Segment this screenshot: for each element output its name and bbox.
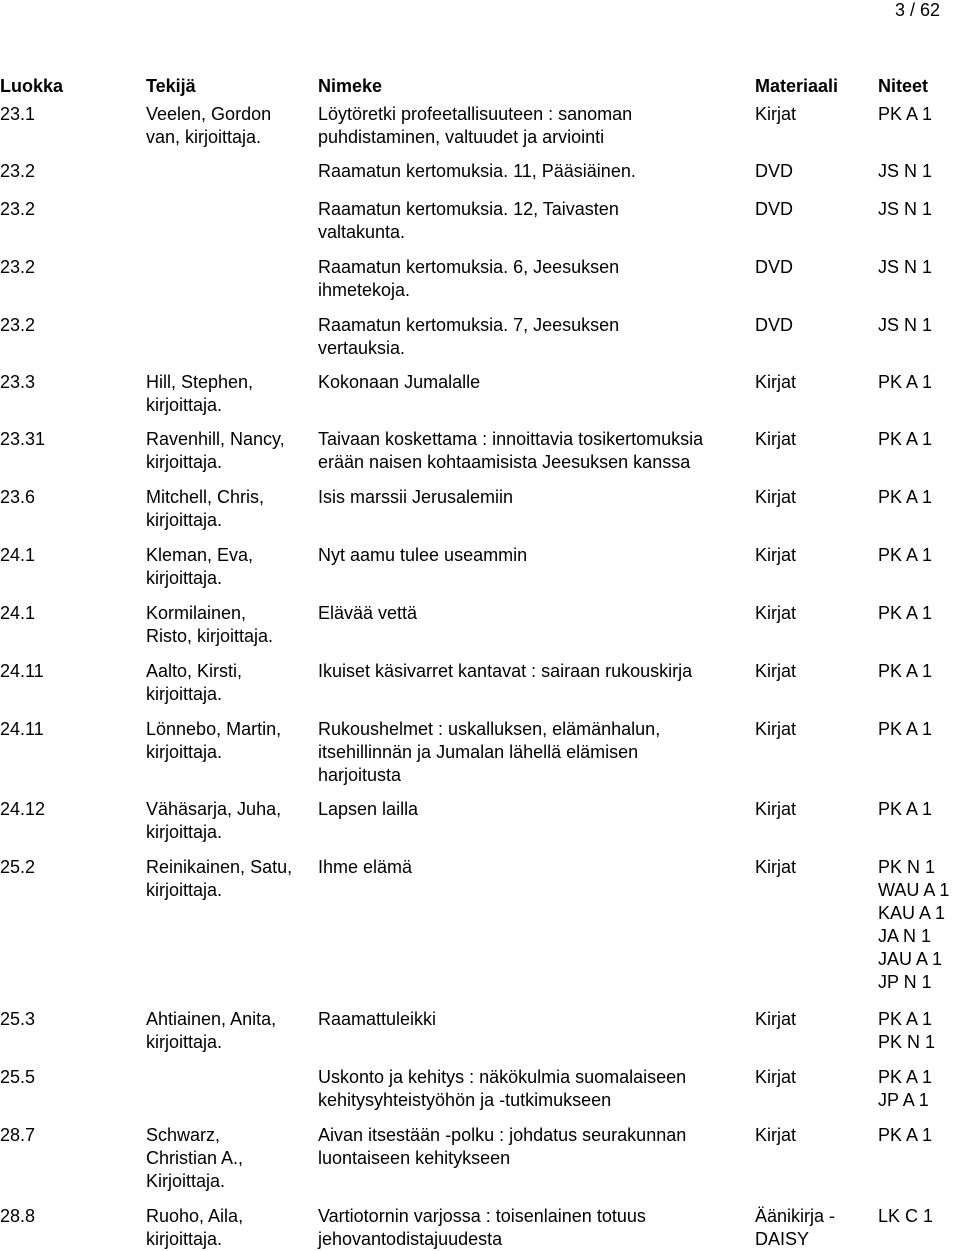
cell-nimeke	[318, 314, 619, 360]
cell-niteet-line: JA N 1	[878, 926, 932, 946]
cell-nimeke	[318, 1205, 646, 1251]
header-materiaali: Materiaali	[755, 76, 839, 96]
cell-nimeke	[318, 103, 632, 149]
cell-materiaali-line: DVD	[755, 315, 794, 335]
cell-materiaali	[755, 371, 796, 394]
cell-tekija-line: Lönnebo, Martin,	[146, 719, 282, 739]
cell-nimeke	[318, 256, 619, 302]
cell-luokka: 28.8	[0, 1206, 36, 1226]
page-number: 3 / 62	[894, 0, 940, 20]
cell-tekija-line: Ravenhill, Nancy,	[146, 429, 285, 449]
cell-materiaali-line: DAISY	[755, 1229, 810, 1249]
cell-materiaali	[755, 314, 793, 337]
cell-nimeke-line: Isis marssii Jerusalemiin	[318, 487, 514, 507]
cell-tekija-line: kirjoittaja.	[146, 822, 223, 842]
cell-niteet	[878, 1008, 935, 1054]
cell-tekija	[146, 856, 292, 902]
cell-materiaali	[755, 1124, 796, 1147]
cell-luokka: 25.5	[0, 1067, 36, 1087]
cell-materiaali-line: Kirjat	[755, 1009, 797, 1029]
cell-tekija	[146, 1008, 276, 1054]
cell-niteet	[878, 314, 932, 337]
cell-tekija-line: van, kirjoittaja.	[146, 127, 262, 147]
cell-nimeke	[318, 602, 417, 625]
cell-materiaali	[755, 103, 796, 126]
cell-materiaali-line: Kirjat	[755, 603, 797, 623]
cell-nimeke-line: erään naisen kohtaamisista Jeesuksen kanssa	[318, 452, 691, 472]
cell-luokka: 23.2	[0, 257, 36, 277]
cell-materiaali	[755, 544, 796, 567]
cell-materiaali	[755, 198, 793, 221]
cell-luokka: 24.1	[0, 545, 36, 565]
cell-luokka: 23.31	[0, 429, 46, 449]
header-nimeke: Nimeke	[318, 76, 383, 96]
cell-niteet-line: JS N 1	[878, 257, 933, 277]
cell-luokka: 24.11	[0, 661, 44, 681]
cell-materiaali-line: DVD	[755, 257, 794, 277]
cell-nimeke	[318, 718, 660, 787]
cell-nimeke	[318, 198, 619, 244]
cell-luokka: 25.2	[0, 857, 36, 877]
cell-niteet	[878, 1124, 932, 1147]
cell-materiaali-line: Kirjat	[755, 487, 797, 507]
cell-tekija-line: kirjoittaja.	[146, 395, 223, 415]
cell-nimeke-line: itsehillinnän ja Jumalan lähellä elämisen	[318, 742, 639, 762]
cell-tekija-line: kirjoittaja.	[146, 684, 223, 704]
cell-nimeke	[318, 486, 513, 509]
cell-niteet-line: LK C 1	[878, 1206, 934, 1226]
cell-niteet-line: PK A 1	[878, 1067, 933, 1087]
cell-niteet	[878, 198, 932, 221]
cell-tekija-line: Kleman, Eva,	[146, 545, 254, 565]
cell-materiaali-line: Kirjat	[755, 545, 797, 565]
cell-nimeke	[318, 160, 636, 183]
cell-tekija-line: kirjoittaja.	[146, 880, 223, 900]
cell-luokka: 23.2	[0, 161, 36, 181]
cell-nimeke	[318, 1124, 686, 1170]
cell-nimeke-line: kehitysyhteistyöhön ja -tutkimukseen	[318, 1090, 612, 1110]
cell-nimeke-line: ihmetekoja.	[318, 280, 411, 300]
cell-niteet	[878, 1205, 933, 1228]
cell-tekija-line: Kirjoittaja.	[146, 1171, 226, 1191]
cell-luokka: 23.6	[0, 487, 36, 507]
cell-materiaali	[755, 1205, 835, 1251]
cell-nimeke-line: vertauksia.	[318, 338, 406, 358]
cell-tekija-line: Aalto, Kirsti,	[146, 661, 243, 681]
cell-materiaali	[755, 856, 796, 879]
cell-nimeke-line: puhdistaminen, valtuudet ja arviointi	[318, 127, 605, 147]
cell-nimeke-line: Vartiotornin varjossa : toisenlainen totuus	[318, 1206, 646, 1226]
cell-luokka: 23.1	[0, 104, 36, 124]
cell-niteet-line: JP A 1	[878, 1090, 929, 1110]
cell-niteet	[878, 544, 932, 567]
cell-nimeke-line: Nyt aamu tulee useammin	[318, 545, 528, 565]
cell-tekija	[146, 103, 271, 149]
cell-nimeke-line: Raamatun kertomuksia. 12, Taivasten	[318, 199, 619, 219]
cell-nimeke-line: luontaiseen kehitykseen	[318, 1148, 511, 1168]
cell-tekija-line: Ahtiainen, Anita,	[146, 1009, 277, 1029]
cell-luokka: 25.3	[0, 1009, 36, 1029]
cell-niteet	[878, 103, 932, 126]
cell-materiaali-line: DVD	[755, 161, 794, 181]
cell-materiaali-line: Kirjat	[755, 104, 797, 124]
cell-tekija-line: Ruoho, Aila,	[146, 1206, 244, 1226]
cell-niteet-line: JAU A 1	[878, 949, 943, 969]
cell-nimeke-line: Aivan itsestään -polku : johdatus seurakunnan	[318, 1125, 687, 1145]
header-tekija: Tekijä	[146, 76, 196, 96]
cell-niteet	[878, 602, 932, 625]
cell-niteet-line: PK N 1	[878, 1032, 936, 1052]
cell-luokka: 24.1	[0, 603, 36, 623]
cell-nimeke-line: Lapsen lailla	[318, 799, 419, 819]
cell-tekija	[146, 544, 253, 590]
cell-materiaali	[755, 602, 796, 625]
cell-niteet	[878, 660, 932, 683]
cell-niteet-line: PK A 1	[878, 661, 933, 681]
cell-luokka: 28.7	[0, 1125, 36, 1145]
cell-niteet-line: PK N 1	[878, 857, 936, 877]
cell-nimeke-line: Taivaan koskettama : innoittavia tosikertomuksia	[318, 429, 704, 449]
cell-materiaali	[755, 486, 796, 509]
cell-niteet	[878, 1066, 932, 1112]
cell-niteet-line: PK A 1	[878, 1125, 933, 1145]
cell-tekija	[146, 486, 264, 532]
cell-tekija-line: kirjoittaja.	[146, 452, 223, 472]
cell-tekija	[146, 660, 242, 706]
cell-niteet-line: JP N 1	[878, 972, 932, 992]
cell-materiaali	[755, 798, 796, 821]
cell-nimeke	[318, 1008, 436, 1031]
cell-nimeke-line: jehovantodistajuudesta	[318, 1229, 503, 1249]
header-luokka: Luokka	[0, 76, 64, 96]
cell-luokka: 23.2	[0, 315, 36, 335]
cell-tekija	[146, 798, 281, 844]
cell-materiaali-line: Äänikirja -	[755, 1206, 836, 1226]
cell-materiaali	[755, 256, 793, 279]
cell-tekija-line: kirjoittaja.	[146, 510, 223, 530]
cell-nimeke-line: Löytöretki profeetallisuuteen : sanoman	[318, 104, 633, 124]
cell-niteet-line: JS N 1	[878, 161, 933, 181]
cell-niteet	[878, 160, 932, 183]
cell-nimeke-line: Ikuiset käsivarret kantavat : sairaan rukouskirja	[318, 661, 693, 681]
cell-niteet-line: PK A 1	[878, 429, 933, 449]
cell-niteet-line: PK A 1	[878, 104, 933, 124]
cell-materiaali-line: DVD	[755, 199, 794, 219]
cell-tekija-line: Reinikainen, Satu,	[146, 857, 293, 877]
cell-materiaali	[755, 718, 796, 741]
cell-niteet-line: PK A 1	[878, 487, 933, 507]
cell-luokka: 23.3	[0, 372, 36, 392]
cell-niteet	[878, 428, 932, 451]
cell-nimeke-line: Kokonaan Jumalalle	[318, 372, 481, 392]
cell-tekija	[146, 371, 253, 417]
cell-tekija	[146, 1124, 243, 1193]
cell-tekija-line: kirjoittaja.	[146, 1229, 223, 1249]
cell-tekija-line: Schwarz,	[146, 1125, 221, 1145]
cell-tekija	[146, 718, 281, 764]
table-header	[0, 75, 960, 97]
cell-tekija	[146, 602, 273, 648]
cell-niteet	[878, 371, 932, 394]
cell-nimeke-line: Elävää vettä	[318, 603, 418, 623]
cell-materiaali-line: Kirjat	[755, 719, 797, 739]
cell-nimeke-line: Ihme elämä	[318, 857, 413, 877]
cell-materiaali-line: Kirjat	[755, 372, 797, 392]
cell-tekija	[146, 428, 285, 474]
cell-materiaali-line: Kirjat	[755, 799, 797, 819]
cell-materiaali	[755, 1066, 796, 1089]
cell-materiaali	[755, 160, 793, 183]
cell-nimeke-line: Raamatun kertomuksia. 7, Jeesuksen	[318, 315, 620, 335]
cell-tekija-line: kirjoittaja.	[146, 568, 223, 588]
cell-luokka: 24.12	[0, 799, 46, 819]
cell-niteet-line: PK A 1	[878, 603, 933, 623]
cell-materiaali-line: Kirjat	[755, 1125, 797, 1145]
cell-niteet-line: KAU A 1	[878, 903, 946, 923]
cell-materiaali	[755, 428, 796, 451]
cell-tekija-line: Risto, kirjoittaja.	[146, 626, 274, 646]
cell-niteet-line: JS N 1	[878, 199, 933, 219]
cell-niteet-line: PK A 1	[878, 799, 933, 819]
cell-nimeke	[318, 856, 412, 879]
cell-materiaali-line: Kirjat	[755, 429, 797, 449]
cell-nimeke-line: Uskonto ja kehitys : näkökulmia suomalaiseen	[318, 1067, 687, 1087]
cell-nimeke	[318, 660, 692, 683]
cell-niteet-line: PK A 1	[878, 1009, 933, 1029]
cell-materiaali	[755, 660, 796, 683]
cell-tekija-line: Hill, Stephen,	[146, 372, 254, 392]
cell-niteet	[878, 256, 932, 279]
cell-nimeke-line: Raamatun kertomuksia. 6, Jeesuksen	[318, 257, 620, 277]
cell-nimeke-line: harjoitusta	[318, 765, 402, 785]
cell-niteet	[878, 856, 949, 994]
cell-nimeke-line: Raamattuleikki	[318, 1009, 437, 1029]
cell-niteet-line: PK A 1	[878, 545, 933, 565]
cell-tekija-line: Veelen, Gordon	[146, 104, 272, 124]
cell-nimeke-line: valtakunta.	[318, 222, 406, 242]
header-niteet: Niteet	[878, 76, 929, 96]
cell-nimeke	[318, 1066, 686, 1112]
cell-tekija-line: kirjoittaja.	[146, 742, 223, 762]
cell-nimeke-line: Rukoushelmet : uskalluksen, elämänhalun,	[318, 719, 661, 739]
cell-tekija-line: Mitchell, Chris,	[146, 487, 265, 507]
cell-tekija	[146, 1205, 243, 1251]
cell-tekija-line: kirjoittaja.	[146, 1032, 223, 1052]
cell-niteet-line: PK A 1	[878, 372, 933, 392]
cell-nimeke-line: Raamatun kertomuksia. 11, Pääsiäinen.	[318, 161, 636, 181]
cell-niteet	[878, 486, 932, 509]
cell-tekija-line: Vähäsarja, Juha,	[146, 799, 282, 819]
cell-materiaali-line: Kirjat	[755, 661, 797, 681]
cell-tekija-line: Kormilainen,	[146, 603, 247, 623]
cell-tekija-line: Christian A.,	[146, 1148, 244, 1168]
cell-niteet-line: WAU A 1	[878, 880, 950, 900]
cell-luokka: 23.2	[0, 199, 36, 219]
cell-nimeke	[318, 428, 703, 474]
cell-materiaali-line: Kirjat	[755, 857, 797, 877]
cell-nimeke	[318, 371, 480, 394]
cell-niteet	[878, 718, 932, 741]
cell-niteet-line: JS N 1	[878, 315, 933, 335]
cell-niteet	[878, 798, 932, 821]
cell-niteet-line: PK A 1	[878, 719, 933, 739]
cell-luokka: 24.11	[0, 719, 44, 739]
cell-nimeke	[318, 544, 527, 567]
cell-materiaali-line: Kirjat	[755, 1067, 797, 1087]
cell-nimeke	[318, 798, 418, 821]
cell-materiaali	[755, 1008, 796, 1031]
